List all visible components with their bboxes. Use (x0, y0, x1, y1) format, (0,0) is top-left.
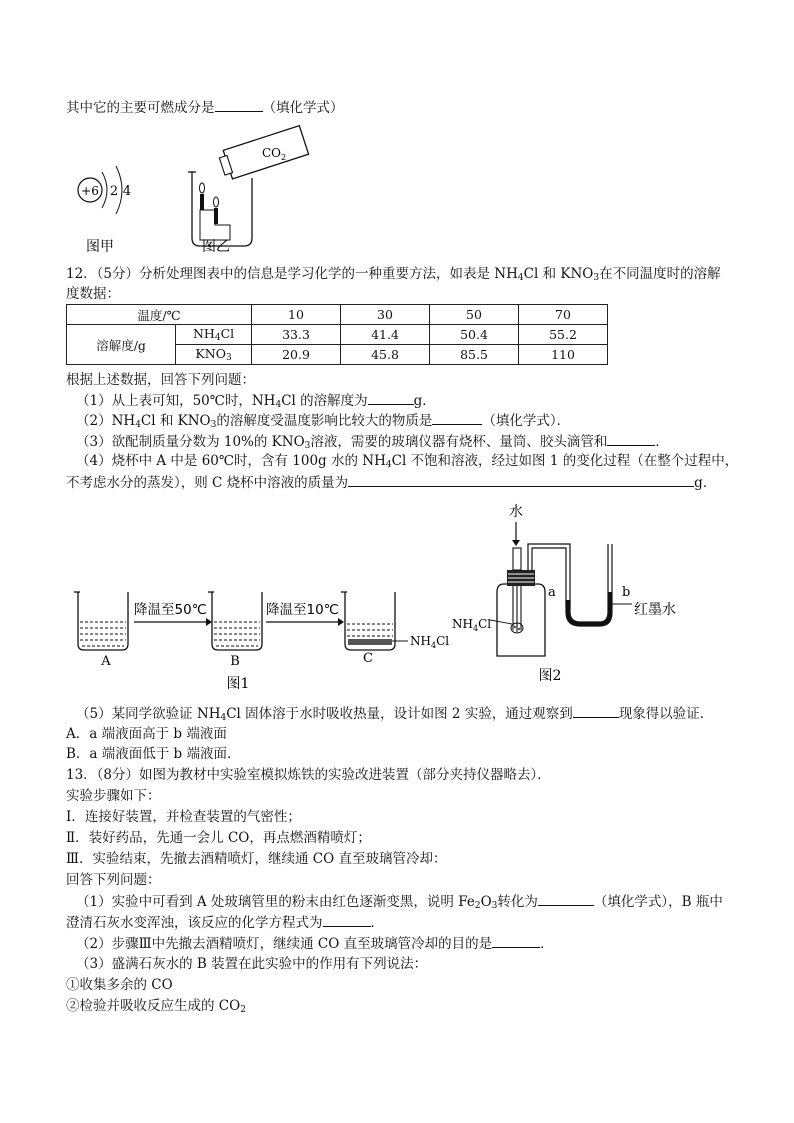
red-ink-label: 红墨水 (634, 602, 676, 618)
q12-heading-cont: 度数据： (66, 286, 120, 302)
q12-intro: 根据上述数据，回答下列问题： (66, 372, 255, 388)
q13-part2: （2）步骤Ⅲ中先撤去酒精喷灯，继续通 CO 直至玻璃管冷却的目的是 ． (76, 933, 554, 954)
q13-part1: （1）实验中可看到 A 处玻璃管里的粉末由红色逐渐变黑，说明 $Fe_2O_3$转化为 （填化学式），B 瓶中 (76, 891, 723, 916)
red-ink (568, 592, 610, 624)
caption-yi: 图乙 (202, 239, 230, 255)
caption-fig1: 图1 (226, 676, 250, 692)
label-b: B (230, 654, 240, 669)
q12-part4: （4）烧杯中 A 中是 60℃时，含有 100g 水的 $NH_4Cl$ 不饱和溶液，经过如图 1 的变化过程（在整个过程中， (76, 453, 739, 470)
option-b: B．a 端液面低于 b 端液面． (66, 746, 241, 762)
dropper (513, 548, 521, 570)
q13-part1-cont: 澄清石灰水变浑浊，该反应的化学方程式为 ． (66, 912, 384, 933)
answer-blank (492, 933, 540, 948)
water-label: 水 (509, 504, 523, 520)
table-cell: 110 (519, 345, 608, 365)
precipitate-label: $NH_4Cl$ (410, 634, 450, 650)
statement-2: ②检验并吸收反应生成的 $CO_2$ (66, 998, 246, 1015)
statement-1: ①收集多余的 CO (66, 977, 173, 993)
option-a: A．a 端液面高于 b 端液面 (66, 726, 227, 742)
beaker-a (78, 592, 128, 650)
table-cell: 30 (341, 305, 430, 325)
label-a-end: a (548, 585, 556, 600)
nucleus-charge: +6 (81, 184, 99, 198)
nh4cl-label: $NH_4Cl$ (176, 325, 252, 345)
label-b-end: b (622, 585, 631, 600)
nh4cl-label: $NH_4Cl$ (452, 617, 492, 633)
arrow-2-label: 降温至10℃ (266, 602, 339, 618)
label-a: A (101, 654, 111, 669)
table-cell: 10 (252, 305, 341, 325)
table-cell: 50 (430, 305, 519, 325)
solution-b (214, 622, 260, 646)
table-cell: 20.9 (252, 345, 341, 365)
answer-blank (538, 891, 594, 906)
step-3: Ⅲ．实验结束，先撤去酒精喷灯，继续通 CO 直至玻璃管冷却： (66, 851, 447, 867)
q12-part1: （1）从上表可知，50℃时，$NH_4Cl$ 的溶解度为 g． (76, 390, 436, 415)
label-c: C (363, 651, 373, 666)
shell-1-electrons: 2 (109, 184, 119, 199)
caption-jia: 图甲 (86, 239, 114, 255)
table-cell: 55.2 (519, 325, 608, 345)
table-cell: 70 (519, 305, 608, 325)
kno3-label: $KNO_3$ (176, 345, 252, 365)
table-cell: 33.3 (252, 325, 341, 345)
solution-c (347, 624, 393, 636)
steps-title: 实验步骤如下： (66, 788, 161, 804)
table-cell: 41.4 (341, 325, 430, 345)
q12-part3: （3）欲配制质量分数为 10%的 $KNO_3$溶液，需要的玻璃仪器有烧杯、量筒、胶头滴管和 ． (76, 431, 669, 456)
step-2: Ⅱ．装好药品，先通一会儿 CO，再点燃酒精喷灯； (66, 830, 371, 846)
temp-header: 温度/℃ (67, 305, 252, 325)
q12-heading: 12．（5分）分析处理图表中的信息是学习化学的一种重要方法，如表是 $NH_4Cl$ 和 $KNO_3$在不同温度时的溶解 (66, 266, 721, 283)
table-cell: 50.4 (430, 325, 519, 345)
solubility-header: 溶解度/g (67, 325, 176, 365)
table-cell: 85.5 (430, 345, 519, 365)
combustible-question: 其中它的主要可燃成分是 （填化学式） (66, 97, 344, 118)
q12-part5: （5）某同学欲验证 $NH_4Cl$ 固体溶于水时吸收热量，设计如图 2 实验，通过观察到 现象得以验证． (76, 703, 713, 728)
beaker-b (212, 592, 262, 650)
answer-blank (573, 703, 619, 718)
solution-a (80, 622, 126, 646)
co2-label: $CO_2$ (262, 146, 287, 162)
answer-title: 回答下列问题： (66, 872, 161, 888)
q12-part4-cont: 不考虑水分的蒸发），则 C 烧杯中溶液的质量为 g． (66, 472, 716, 493)
q12-part2: $(2)NH_4Cl$ 和 $KNO_3$的溶解度受温度影响比较大的物质是 （填化学式）． (76, 410, 570, 435)
u-tube (566, 544, 612, 626)
caption-fig2: 图2 (538, 668, 562, 684)
shell-2-electrons: 4 (122, 184, 132, 199)
q13-part3: （3）盛满石灰水的 B 装置在此实验中的作用有下列说法： (76, 956, 428, 972)
crystal-precipitate (348, 639, 392, 645)
step-1: Ⅰ．连接好装置，并检查装置的气密性； (66, 809, 301, 825)
table-cell: 45.8 (341, 345, 430, 365)
arrow-1-label: 降温至50℃ (134, 602, 207, 618)
answer-blank (323, 912, 371, 927)
q13-heading: 13．（8分）如图为教材中实验室模拟炼铁的实验改进装置（部分夹持仪器略去）． (66, 767, 551, 783)
